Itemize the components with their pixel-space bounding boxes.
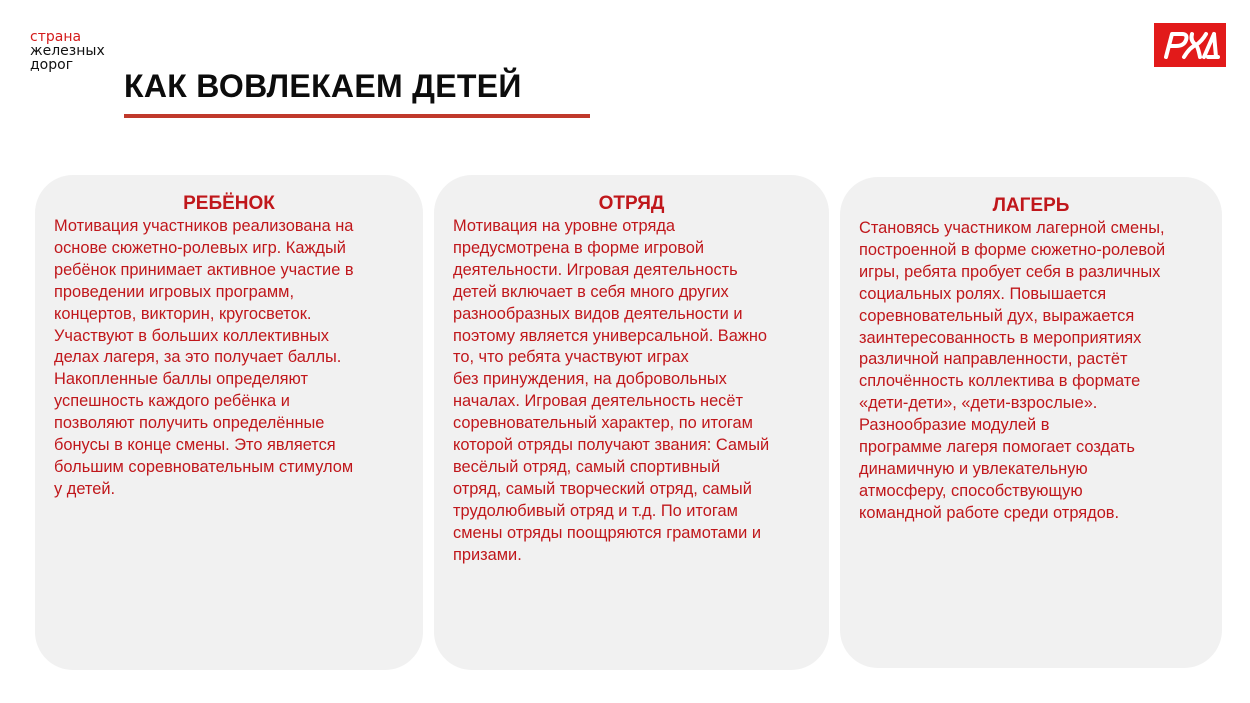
card-text-line: ребёнок принимает активное участие в — [54, 260, 354, 279]
card-body — [453, 216, 769, 567]
card-text-line: которой отряды получают звания: Самый — [453, 436, 770, 455]
card-text-line: детей включает в себя много других — [453, 282, 729, 301]
card-text-line: социальных ролях. Повышается — [859, 284, 1107, 303]
card-title: РЕБЁНОК — [183, 193, 275, 214]
card-title: ЛАГЕРЬ — [992, 195, 1070, 216]
card-text-line: Участвуют в больших коллективных — [54, 326, 329, 345]
card-text-line: большим соревновательным стимулом — [54, 457, 354, 476]
card-text-line: Мотивация участников реализована на — [54, 217, 354, 235]
brand-line-1: страна — [30, 29, 82, 45]
card-text-line: заинтересованность в мероприятиях — [859, 328, 1142, 347]
card-text-line: проведении игровых программ, — [54, 282, 294, 301]
card-text-line: успешность каждого ребёнка и — [54, 392, 290, 411]
card-camp — [840, 177, 1222, 668]
card-text-line: Разнообразие модулей в — [859, 416, 1050, 435]
card-text-line: Мотивация на уровне отряда — [453, 217, 676, 235]
card-text-line: делах лагеря, за это получает баллы. — [54, 348, 342, 367]
card-text-line: деятельности. Игровая деятельность — [453, 260, 738, 279]
brand-line-2: железных — [30, 43, 105, 59]
card-text-line: построенной в форме сюжетно-ролевой — [859, 240, 1166, 259]
card-text-line: Становясь участником лагерной смены, — [859, 219, 1165, 237]
card-text-line: позволяют получить определённые — [54, 414, 325, 433]
card-text-line: концертов, викторин, кругосветок. — [54, 304, 312, 323]
brand-line-3: дорог — [30, 57, 74, 73]
card-text-line: соревновательный характер, по итогам — [453, 414, 753, 433]
card-text-line: различной направленности, растёт — [859, 350, 1128, 369]
card-text-line: «дети-дети», «дети-взрослые». — [859, 394, 1098, 413]
card-text-line: бонусы в конце смены. Это является — [54, 436, 336, 455]
card-text-line: смены отряды поощряются грамотами и — [453, 523, 762, 542]
card-text-line: началах. Игровая деятельность несёт — [453, 392, 744, 411]
card-text-line: без принуждения, на добровольных — [453, 370, 727, 389]
card-child — [35, 175, 423, 670]
card-text-line: соревновательный дух, выражается — [859, 306, 1135, 325]
card-text-line: командной работе среди отрядов. — [859, 503, 1120, 522]
title-underline — [124, 114, 590, 118]
card-text-line: предусмотрена в форме игровой — [453, 238, 705, 257]
card-text-line: разнообразных видов деятельности и — [453, 304, 743, 323]
card-text-line: сплочённость коллектива в формате — [859, 372, 1141, 391]
card-text-line: поэтому является универсальной. Важно — [453, 326, 767, 345]
card-text-line: Накопленные баллы определяют — [54, 370, 308, 389]
card-body — [54, 216, 354, 501]
card-text-line: основе сюжетно-ролевых игр. Каждый — [54, 238, 346, 257]
card-text-line: у детей. — [54, 479, 116, 498]
card-text-line: отряд, самый творческий отряд, самый — [453, 479, 752, 498]
page-title: КАК ВОВЛЕКАЕМ ДЕТЕЙ — [124, 68, 522, 104]
card-text-line: весёлый отряд, самый спортивный — [453, 457, 721, 476]
brand-wordmark — [30, 30, 105, 72]
card-squad — [434, 175, 829, 670]
card-text-line: атмосферу, способствующую — [859, 481, 1083, 500]
card-text-line: игры, ребята пробует себя в различных — [859, 262, 1161, 281]
card-text-line: трудолюбивый отряд и т.д. По итогам — [453, 501, 738, 520]
card-text-line: призами. — [453, 545, 522, 564]
rzd-logo-icon — [1154, 23, 1226, 67]
card-text-line: динамичную и увлекательную — [859, 459, 1088, 478]
card-text-line: то, что ребята участвуют играх — [453, 348, 689, 367]
card-title: ОТРЯД — [598, 193, 665, 214]
card-text-line: программе лагеря помогает создать — [859, 438, 1135, 457]
card-body — [859, 218, 1165, 525]
